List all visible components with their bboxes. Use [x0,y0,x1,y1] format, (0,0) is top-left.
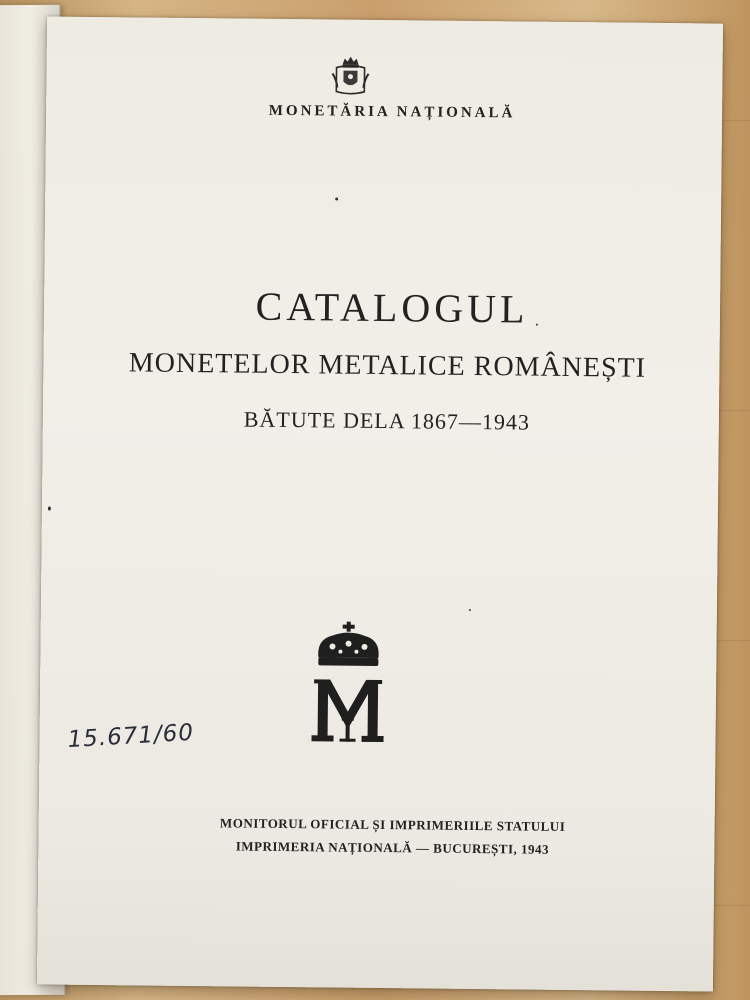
catalog-title: CATALOGUL [255,283,529,332]
title-page [37,16,723,991]
paper-speck [536,324,538,326]
publisher-line-1: MONITORUL OFICIAL ȘI IMPRIMERIILE STATULUI [219,815,566,834]
paper-speck [469,609,471,611]
catalog-date-range: BĂTUTE DELA 1867—1943 [243,406,531,435]
crowned-mint-monogram-icon [305,619,390,750]
royal-coat-of-arms-icon [328,53,372,97]
paper-speck [335,198,338,201]
paper-speck [48,507,51,511]
handwritten-inventory-number: 15.671/60 [66,719,195,754]
institution-name: MONETĂRIA NAȚIONALĂ [268,102,516,122]
publisher-line-2: IMPRIMERIA NAȚIONALĂ — BUCUREȘTI, 1943 [235,838,550,857]
catalog-subtitle: MONETELOR METALICE ROMÂNEȘTI [128,347,647,384]
